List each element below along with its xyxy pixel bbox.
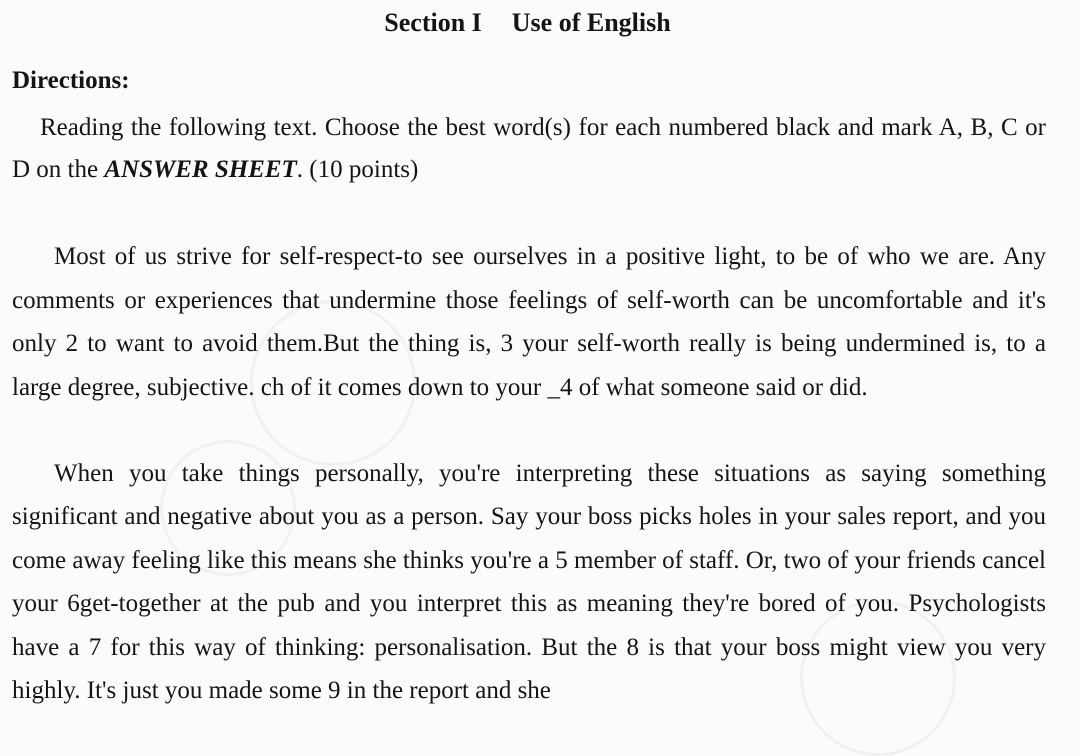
passage-paragraph-2: When you take things personally, you're interpreting these situations as saying something significant and negative about you as a person. Say your boss picks holes in your sales report, and you come away feeling like this means she thinks you're a 5 member of staff. Or, two of your friends cancel your 6get-together at the pub and you interpret this as meaning they're bored of you. Psychologists have a 7 for this way of thinking: personalisation. But the 8 is that your boss might view you very highly. It's just you made some 9 in the report and she — [12, 460, 1046, 705]
answer-sheet-emphasis: ANSWER SHEET — [104, 156, 297, 183]
directions-text — [12, 107, 1046, 191]
directions-heading: Directions: — [12, 67, 130, 94]
section-label: Section I — [384, 8, 482, 37]
directions-text-start: Reading the following text. Choose the best word(s) for each numbered black and mark A, B, C or D on the — [12, 114, 1046, 183]
section-name: Use of English — [511, 8, 671, 37]
directions-text-end: . (10 points) — [296, 156, 419, 183]
passage-paragraph-1: Most of us strive for self-respect-to see ourselves in a positive light, to be of who we are. Any comments or experiences that undermine those feelings of self-worth can be uncomfortable and it's only 2 to want to avoid them.But the thing is, 3 your self-worth really is being undermined is, to a large degree, subjective. ch of it comes down to your _4 of what someone said or did. — [12, 243, 1046, 401]
section-title — [0, 6, 1055, 40]
